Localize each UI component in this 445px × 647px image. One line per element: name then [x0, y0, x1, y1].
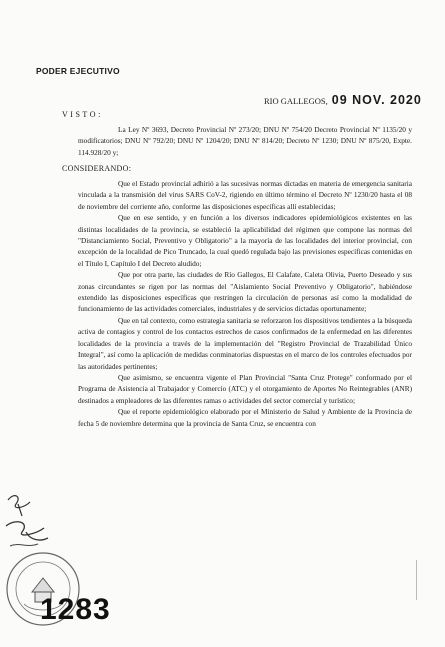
considerando-paragraph-3: Que por otra parte, las ciudades de Río Gallegos, El Calafate, Caleta Olivia, Puerto Deseado y sus zonas circundantes se rigen por las normas del "Aislamiento Social Preventivo y Obligatorio", habiéndose extendido las disposiciones específicas que restringen la circulación de personas así como la modalidad de funcionamiento de las actividades comerciales, industriales y de servicios dictadas oportunamente;: [78, 270, 412, 314]
considerando-paragraph-6: Que el reporte epidemiológico elaborado por el Ministerio de Salud y Ambiente de la Provincia de fecha 5 de noviembre determina que la provincia de Santa Cruz, se encuentra con: [78, 407, 412, 428]
considerando-label: CONSIDERANDO:: [62, 164, 132, 173]
considerando-paragraph-4: Que en tal contexto, como estrategia sanitaria se reforzaron los dispositivos tendientes a la búsqueda activa de contagios y control de los contactos estrechos de casos confirmados de la enfermedad en las diferentes localidades de la provincia a través de la implementación del "Registro Provincial de Trazabilidad Único Integral", así como la aplicación de medidas conminatorias dispuestas en el marco de los controles efectuados por las autoridades pertinentes;: [78, 315, 412, 371]
visto-paragraph: La Ley Nº 3693, Decreto Provincial Nº 273/20; DNU Nº 754/20 Decreto Provincial Nº 1135/20 y modificatorios; DNU Nº 792/20; DNU Nº 1204/20; DNU Nº 814/20; Decreto Nº 1230; DNU Nº 875/20, Expte. 114.928/20 y;: [78, 125, 412, 157]
visto-text-block: [78, 124, 412, 158]
place-name: RIO GALLEGOS,: [264, 96, 328, 106]
place-date: [264, 91, 422, 109]
considerando-paragraph-2: Que en ese sentido, y en función a los diversos indicadores epidemiológicos existentes en las distintas localidades de la provincia, se estableció la aplicabilidad del régimen que compone las normas del "Distanciamiento Social, Preventivo y Obligatorio" a la mayoría de las localidades del interior provincial, con excepción de la localidad de Pico Truncado, la cual quedó regulada bajo las previsiones específicas contenidas en el Título I, Capítulo I del Decreto aludido;: [78, 213, 412, 268]
margin-mark: [416, 560, 427, 600]
decree-number: 1283: [40, 593, 111, 626]
considerando-paragraph-1: Que el Estado provincial adhirió a las sucesivas normas dictadas en materia de emergencia sanitaria vinculada a la transmisión del virus SARS CoV-2, rigiendo en último término el Decreto Nº 1230/20 hasta el 08 de noviembre del corriente año, conforme las disposiciones específicas allí establecidas;: [78, 179, 412, 211]
page-header: PODER EJECUTIVO: [36, 66, 120, 76]
decree-date: 09 NOV. 2020: [331, 93, 422, 107]
considerando-paragraph-5: Que asimismo, se encuentra vigente el Plan Provincial "Santa Cruz Protege" conformado por el Programa de Asistencia al Trabajador y Comercio (ATC) y el otorgamiento de Aportes No Reintegrables (ANR) destinados a empleadores de las diferentes ramas o actividades del sector comercial y turístico;: [78, 372, 412, 405]
visto-label: V I S T O :: [62, 110, 101, 119]
considerando-text-block: [78, 178, 412, 429]
